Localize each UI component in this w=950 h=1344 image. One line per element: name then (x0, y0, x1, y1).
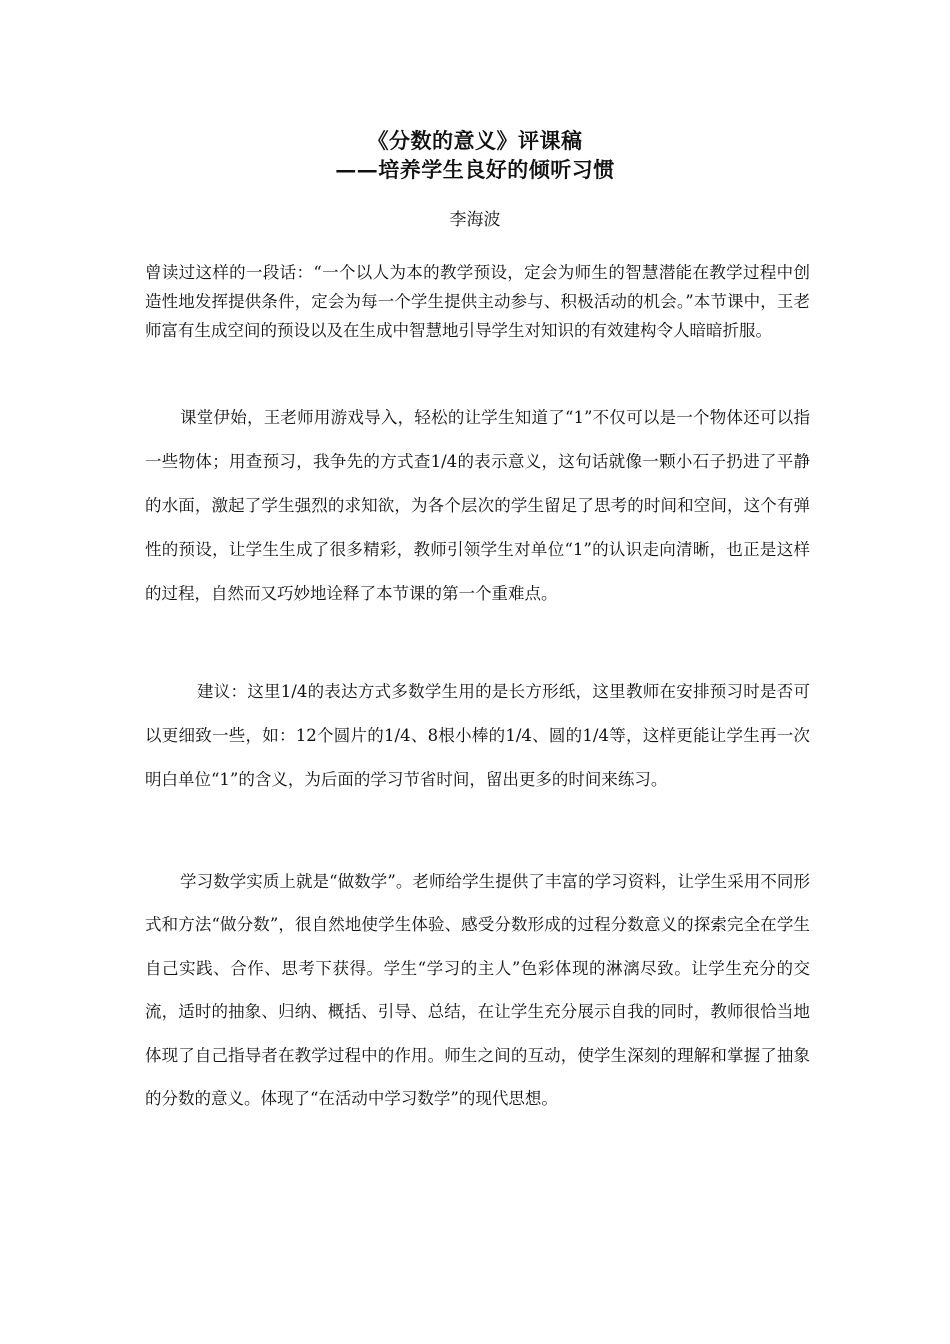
document-subtitle: ——培养学生良好的倾听习惯 (335, 157, 615, 182)
paragraph-doing-math: 学习数学实质上就是“做数学”。老师给学生提供了丰富的学习资料，让学生采用不同形式和方法“做分数”，很自然地使学生体验、感受分数形成的过程分数意义的探索完全在学生自己实践、合作、思考下获得。学生“学习的主人”色彩体现的淋漓尽致。让学生充分的交流，适时的抽象、归纳、概括、引导、总结，在让学生充分展示自我的同时，教师很恰当地体现了自己指导者在教学过程中的作用。师生之间的互动，使学生深刻的理解和掌握了抽象的分数的意义。体现了“在活动中学习数学”的现代思想。 (145, 872, 810, 1109)
paragraph-intro: 曾读过这样的一段话：“一个以人为本的教学预设，定会为师生的智慧潜能在教学过程中创造性地发挥提供条件，定会为每一个学生提供主动参与、积极活动的机会。”本节课中，王老师富有生成空间的预设以及在生成中智慧地引导学生对知识的有效建构令人暗暗折服。 (145, 263, 810, 340)
document-title: 《分数的意义》评课稿 (367, 128, 583, 153)
paragraph-class-opening: 课堂伊始，王老师用游戏导入，轻松的让学生知道了“1”不仅可以是一个物体还可以指一些物体；用查预习，我争先的方式查1/4的表示意义，这句话就像一颗小石子扔进了平静的水面，激起了学生强烈的求知欲，为各个层次的学生留足了思考的时间和空间，这个有弹性的预设，让学生生成了很多精彩，教师引领学生对单位“1”的认识走向清晰，也正是这样的过程，自然而又巧妙地诠释了本节课的第一个重难点。 (145, 408, 810, 603)
document-author: 李海波 (449, 210, 501, 230)
paragraph-suggestion: 建议：这里1/4的表达方式多数学生用的是长方形纸，这里教师在安排预习时是否可以更细致一些，如：12个圆片的1/4、8根小棒的1/4、圆的1/4等，这样更能让学生再一次明白单位“1”的含义，为后面的学习节省时间，留出更多的时间来练习。 (145, 682, 810, 789)
